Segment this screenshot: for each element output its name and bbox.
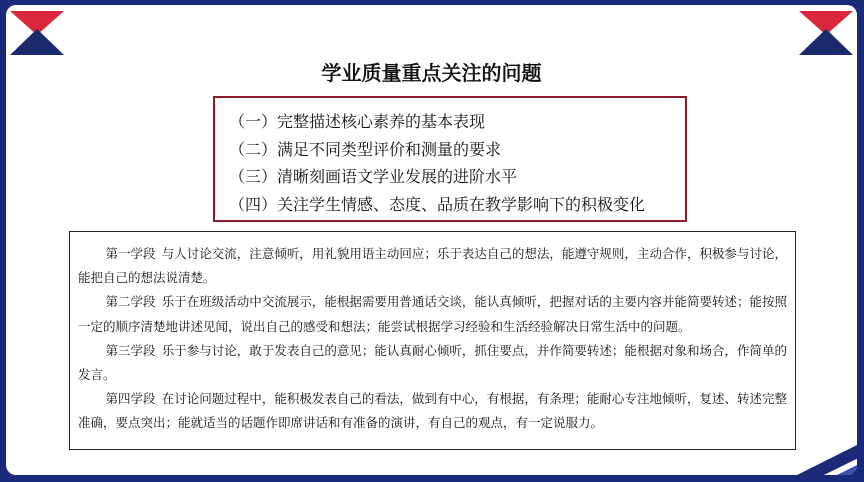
concern-item: （二）满足不同类型评价和测量的要求 — [229, 139, 502, 159]
corner-logo-left — [6, 5, 68, 61]
page-title: 学业质量重点关注的问题 — [321, 61, 542, 85]
stage-label: 第三学段 — [105, 342, 156, 358]
corner-logo-right — [795, 5, 857, 61]
stage-descriptions-box — [69, 231, 796, 450]
slide — [6, 5, 857, 475]
stage-text: 乐于参与讨论，敢于发表自己的意见；能认真耐心倾听，抓住要点，并作简要转述；能根据对象和场合，作简单的发言。 — [78, 342, 787, 383]
corner-navy-triangle — [10, 29, 64, 55]
concern-item: （三）清晰刻画语文学业发展的进阶水平 — [229, 167, 518, 186]
concern-item: （一）完整描述核心素养的基本表现 — [229, 112, 486, 131]
corner-navy-triangle — [799, 29, 853, 55]
stage-text: 在讨论问题过程中，能积极发表自己的看法，做到有中心，有根据，有条理；能耐心专注地倾听，复述、转述完整准确，要点突出；能就适当的话题作即席讲话和有准备的演讲，有自己的观点，有一定说服力。 — [78, 391, 787, 431]
stage-paragraph — [78, 290, 787, 338]
concern-item: （四）关注学生情感、态度、品质在教学影响下的积极变化 — [229, 194, 646, 214]
stage-label: 第二学段 — [105, 294, 156, 310]
stage-text: 与人讨论交流，注意倾听，用礼貌用语主动回应；乐于表达自己的想法，能遵守规则，主动合作，积极参与讨论，能把自己的想法说清楚。 — [78, 246, 787, 286]
stage-paragraph — [78, 339, 787, 387]
key-concerns-box — [213, 96, 687, 222]
stage-text: 乐于在班级活动中交流展示，能根据需要用普通话交谈，能认真倾听，把握对话的主要内容并能简要转述；能按照一定的顺序清楚地讲述见闻，说出自己的感受和想法；能尝试根据学习经验和生活经验解决日常生活中的问题。 — [78, 294, 787, 334]
stage-paragraph — [78, 387, 787, 435]
stage-label: 第一学段 — [105, 246, 156, 261]
stage-paragraph — [78, 242, 787, 290]
stage-label: 第四学段 — [105, 391, 156, 407]
